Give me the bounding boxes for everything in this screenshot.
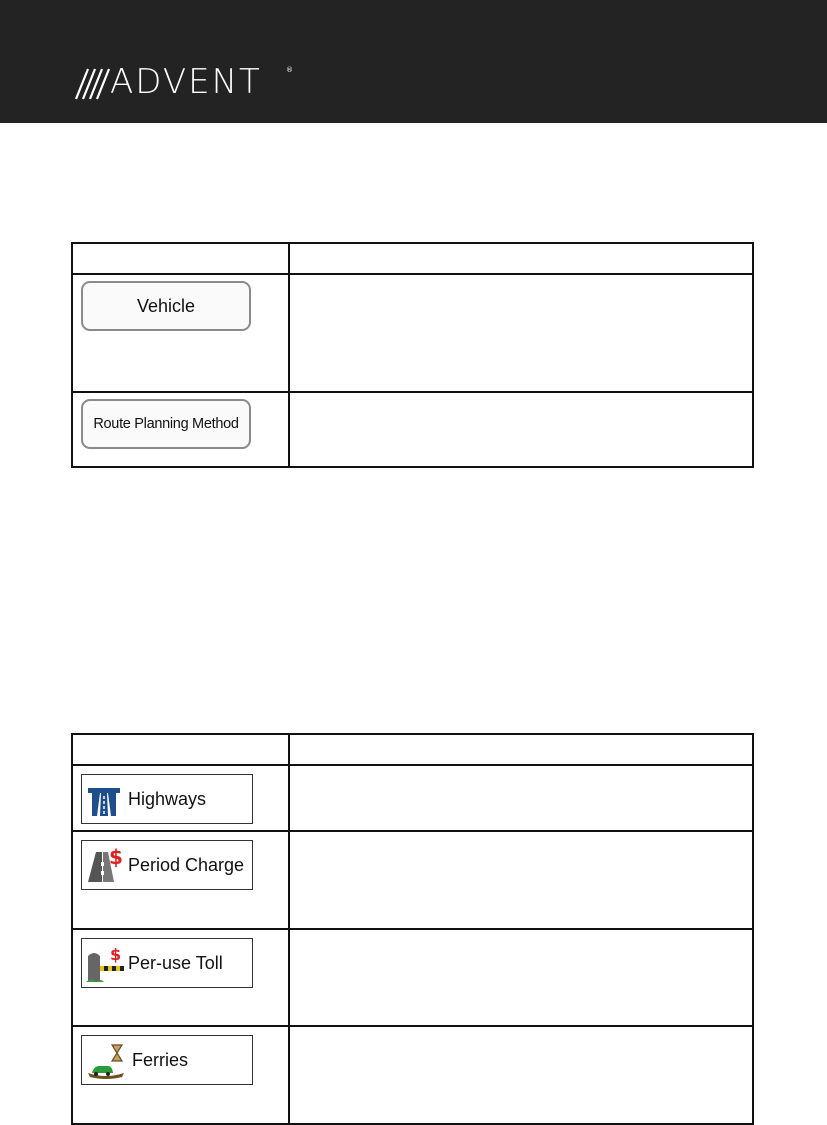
table-row (72, 1026, 753, 1124)
toll-gate-icon (84, 942, 124, 984)
description-cell (289, 831, 753, 929)
table-header-row (72, 734, 753, 765)
period-charge-button[interactable] (81, 840, 253, 890)
description-cell (289, 1026, 753, 1124)
description-cell (289, 392, 753, 467)
ferries-button[interactable] (81, 1035, 253, 1085)
header-cell-description (289, 734, 753, 765)
route-planning-method-button[interactable] (81, 399, 251, 449)
button-cell (72, 765, 289, 831)
header-cell-description (289, 243, 753, 274)
per-use-toll-label: Per-use Toll (128, 952, 223, 973)
table-row (72, 392, 753, 467)
period-charge-label: Period Charge (128, 854, 245, 875)
svg-text:$: $ (110, 945, 122, 964)
description-cell (289, 929, 753, 1026)
vehicle-button-label: Vehicle (136, 295, 196, 316)
route-settings-table (71, 242, 754, 468)
advent-logo (74, 62, 294, 102)
route-planning-method-label: Route Planning Method (93, 416, 239, 432)
page-header (0, 0, 827, 123)
period-charge-icon (84, 844, 124, 886)
svg-text:$: $ (109, 845, 123, 869)
road-types-table (71, 733, 754, 1125)
ferry-icon (84, 1039, 128, 1081)
button-cell (72, 392, 289, 467)
description-cell (289, 765, 753, 831)
table-header-row (72, 243, 753, 274)
button-cell (72, 929, 289, 1026)
button-cell (72, 1026, 289, 1124)
highways-label: Highways (128, 788, 207, 809)
logo-text: ADVENT (110, 62, 262, 102)
registered-mark: ® (286, 66, 293, 74)
per-use-toll-button[interactable] (81, 938, 253, 988)
table-row (72, 765, 753, 831)
button-cell (72, 831, 289, 929)
logo-slashes-icon (74, 66, 114, 100)
header-cell-button (72, 734, 289, 765)
header-cell-button (72, 243, 289, 274)
ferries-label: Ferries (132, 1049, 189, 1070)
highways-button[interactable] (81, 774, 253, 824)
table-row (72, 831, 753, 929)
button-cell (72, 274, 289, 392)
table-row (72, 929, 753, 1026)
vehicle-button[interactable] (81, 281, 251, 331)
description-cell (289, 274, 753, 392)
table-row (72, 274, 753, 392)
highway-icon (84, 778, 124, 820)
